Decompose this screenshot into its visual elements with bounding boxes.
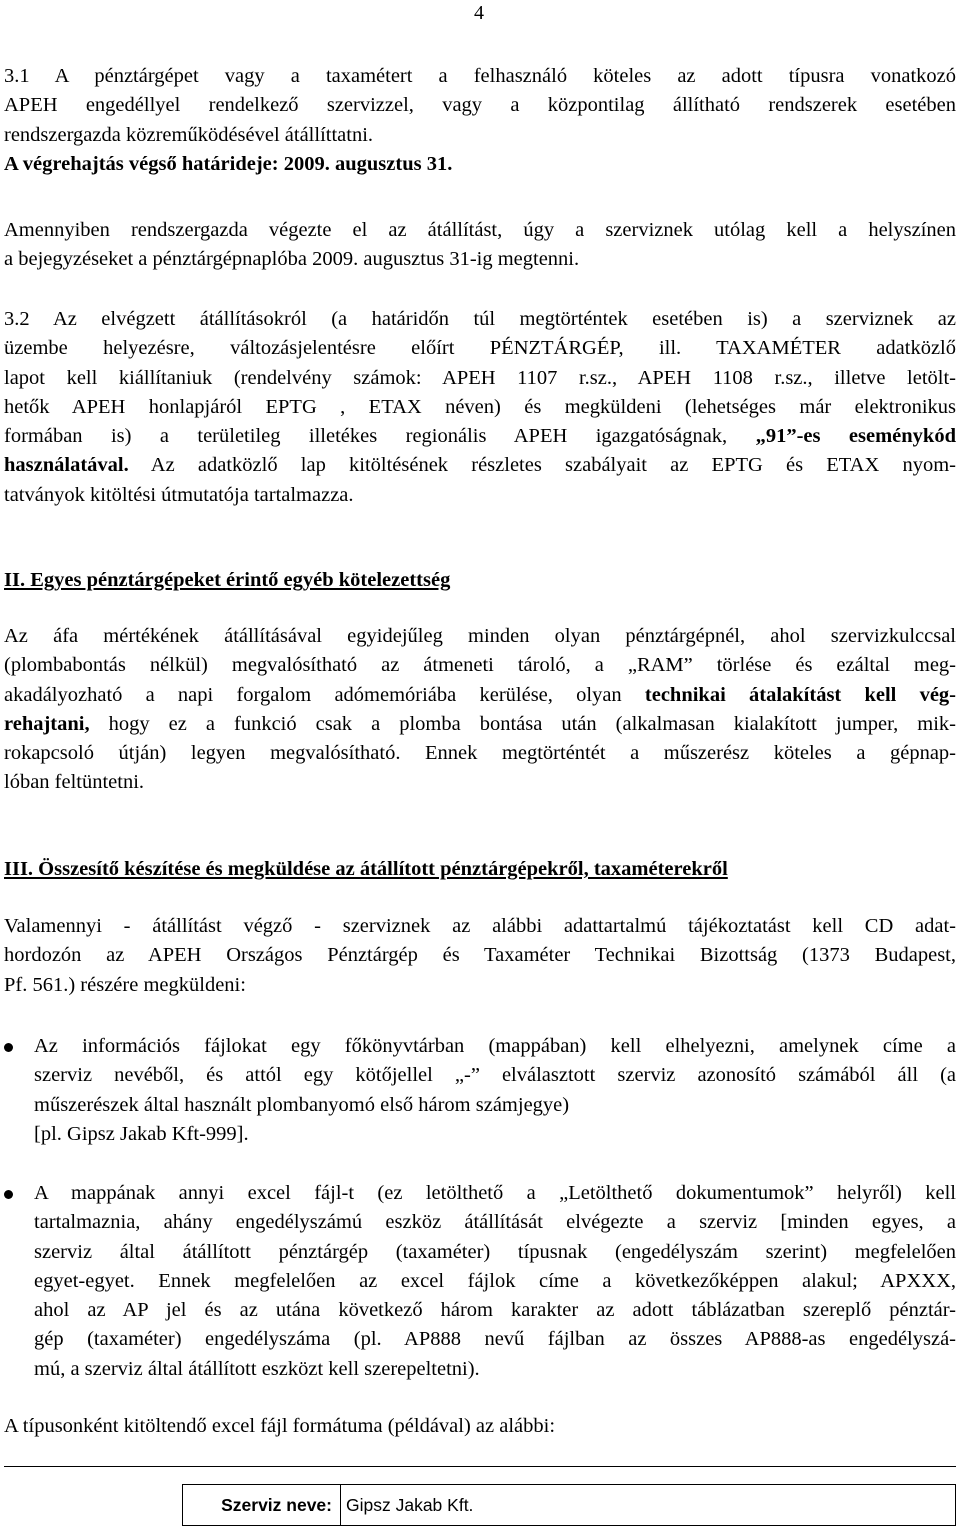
bullet-item-2: [34, 1179, 956, 1384]
text-span: Az adatközlő lap kitöltésének részletes szabályait az EPTG és ETAX nyom-: [128, 454, 956, 477]
text-line: [pl. Gipsz Jakab Kft-999].: [34, 1122, 249, 1145]
format-intro: A típusonként kitöltendő excel fájl formátuma (példával) az alábbi:: [4, 1415, 556, 1437]
text-line: egyet-egyet. Ennek megfelelően az excel fájlok címe a következőképpen alakul; APXXX,: [34, 1269, 956, 1292]
text-span: akadályozható a napi forgalom adómemóriába kerülése, olyan: [4, 683, 645, 706]
text-line: tartalmaznia, ahány engedélyszámú eszköz átállítását elvégezte a szerviz [minden egyes, a: [34, 1211, 956, 1234]
text-line: [4, 681, 956, 710]
text-line: A mappának annyi excel fájl-t (ez letölthető a „Letölthető dokumentumok” helyről) kell: [34, 1182, 956, 1204]
page-number: 4: [474, 2, 484, 24]
text-span-bold: használatával.: [4, 454, 129, 477]
text-span: hogy ez a funkció csak a plomba bontása után (alkalmasan kialakított jumper, mik-: [89, 712, 956, 735]
text-line: [4, 710, 956, 739]
text-line: [4, 451, 956, 480]
text-line: 3.2 Az elvégzett átállításokról (a határidőn túl megtörténtek esetében is) a szerviznek az: [4, 308, 956, 330]
text-line: hetők APEH honlapjáról EPTG , ETAX néven) és megküldeni (lehetséges már elektronikus: [4, 395, 956, 418]
text-line: Amennyiben rendszergazda végezte el az átállítást, úgy a szerviznek utólag kell a helyszínen: [4, 219, 956, 241]
section-2-body: [4, 622, 956, 798]
event-code: „91”-es eseménykód: [755, 425, 956, 448]
text-span: formában is) a területileg illetékes regionális APEH igazgatóságnak,: [4, 425, 756, 448]
text-line: 3.1 A pénztárgépet vagy a taxamétert a felhasználó köteles az adott típusra vonatkozó: [4, 65, 956, 87]
text-line: Valamennyi - átállítást végző - szerviznek az alábbi adattartalmú tájékoztatást kell CD adat-: [4, 915, 956, 937]
service-name-row: [182, 1484, 956, 1526]
bullet-icon: [4, 1190, 13, 1199]
bullet-icon: [4, 1043, 13, 1052]
section-3-heading: III. Összesítő készítése és megküldése az átállított pénztárgépekről, taxaméterekről: [4, 858, 728, 880]
admin-paragraph: [4, 216, 956, 275]
text-line: a bejegyzéseket a pénztárgépnaplóba 2009. augusztus 31-ig megtenni.: [4, 248, 580, 271]
text-line: (plombabontás nélkül) megvalósítható az átmeneti tároló, a „RAM” törlése és ezáltal meg-: [4, 654, 956, 677]
text-line: Pf. 561.) részére megküldeni:: [4, 973, 246, 996]
text-span-bold: rehajtani,: [4, 712, 90, 735]
text-line: ahol az AP jel és az utána következő három karakter az adott táblázatban szereplő pénztár-: [34, 1299, 956, 1322]
text-line: [4, 422, 956, 451]
service-name-value: Gipsz Jakab Kft.: [346, 1494, 474, 1515]
section-3-2: [4, 305, 956, 510]
text-line: gép (taxaméter) engedélyszáma (pl. AP888 nevű fájlban az összes AP888-as engedélyszá-: [34, 1328, 956, 1351]
service-name-label: Szerviz neve:: [183, 1485, 341, 1525]
text-line: APEH engedéllyel rendelkező szervizzel, vagy a központilag állítható rendszerek esetében: [4, 94, 956, 117]
bullet-item-1: [34, 1032, 956, 1149]
deadline-line: A végrehajtás végső határideje: 2009. augusztus 31.: [4, 152, 453, 175]
text-line: tatványok kitöltési útmutatója tartalmazza.: [4, 483, 354, 506]
text-line: lapot kell kiállítaniuk (rendelvény számok: APEH 1107 r.sz., APEH 1108 r.sz., illetve letölt-: [4, 366, 956, 389]
section-2-heading: II. Egyes pénztárgépeket érintő egyéb kötelezettség: [4, 569, 451, 591]
text-span-bold: technikai átalakítást kell vég-: [644, 683, 957, 706]
section-3-body: [4, 912, 956, 1000]
table-top-border: [4, 1466, 956, 1467]
text-line: műszerészek által használt plombanyomó első három számjegye): [34, 1093, 570, 1116]
text-line: Az áfa mértékének átállításával egyidejűleg minden olyan pénztárgépnél, ahol szervizkulccsal: [4, 625, 956, 647]
text-line: rendszergazda közreműködésével átállíttatni.: [4, 123, 374, 146]
text-line: Az információs fájlokat egy főkönyvtárban (mappában) kell elhelyezni, amelynek címe a: [34, 1035, 956, 1057]
text-line: hordozón az APEH Országos Pénztárgép és Taxaméter Technikai Bizottság (1373 Budapest,: [4, 944, 956, 967]
text-line: mú, a szerviz által átállított eszközt kell szerepeltetni).: [34, 1357, 480, 1380]
text-line: rokapcsoló útján) legyen megvalósítható. Ennek megtörténtét a műszerész köteles a gépnap-: [4, 742, 956, 765]
text-line: szerviz által átállított pénztárgép (taxaméter) típusnak (engedélyszám szerint) megfelelően: [34, 1240, 956, 1263]
section-3-1: [4, 62, 956, 179]
text-line: üzembe helyezésre, változásjelentésre előírt PÉNZTÁRGÉP, ill. TAXAMÉTER adatközlő: [4, 337, 956, 360]
text-line: szerviz nevéből, és attól egy kötőjellel „-” elválasztott szerviz azonosító számából áll (a: [34, 1064, 956, 1087]
text-line: lóban feltüntetni.: [4, 771, 145, 794]
